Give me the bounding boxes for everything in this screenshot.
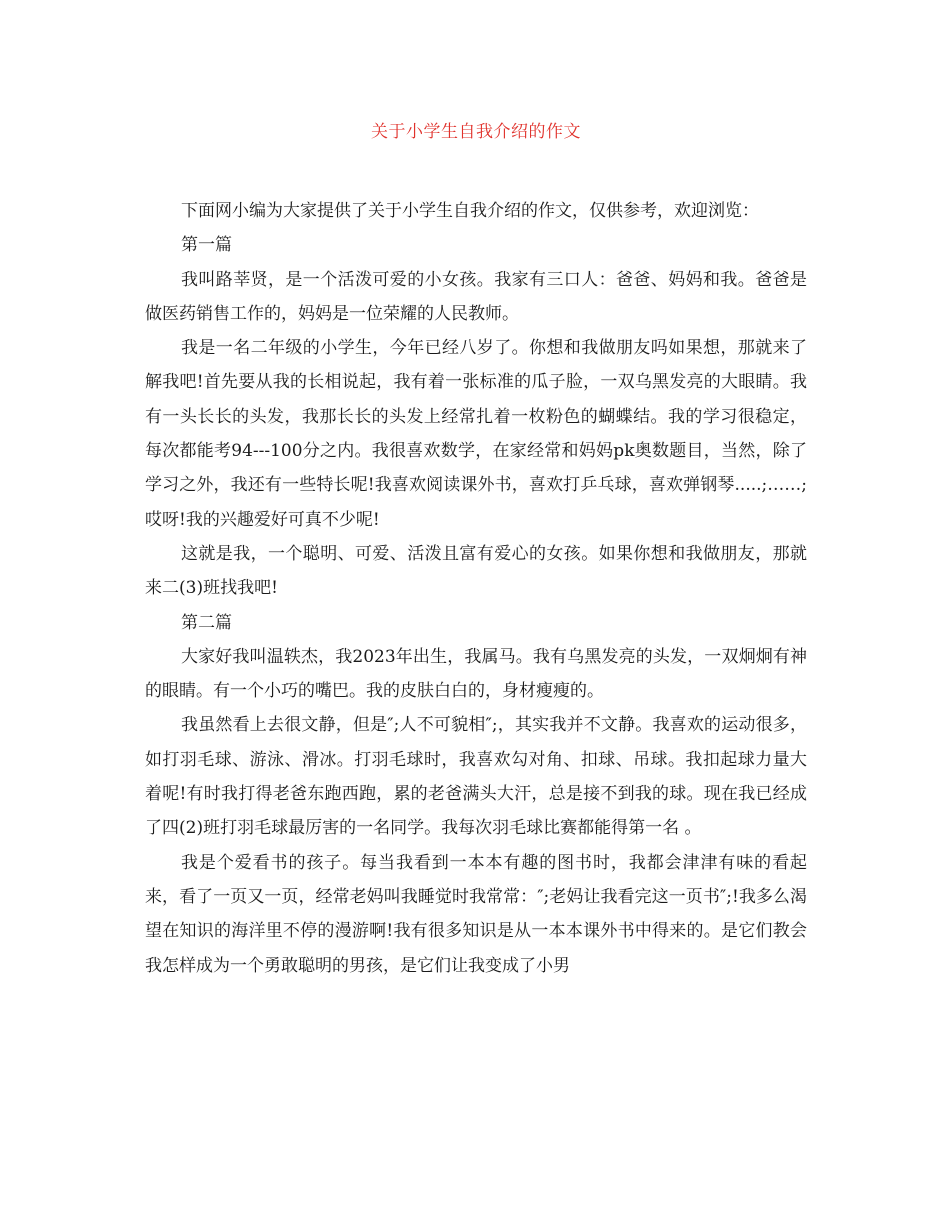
paragraph: 这就是我，一个聪明、可爱、活泼且富有爱心的女孩。如果你想和我做朋友，那就来二(3)班找我吧! — [145, 543, 807, 599]
paragraph: 我虽然看上去很文静，但是″;人不可貌相″;，其实我并不文静。我喜欢的运动很多，如打羽毛球、游泳、滑冰。打羽毛球时，我喜欢勾对角、扣球、吊球。我扣起球力量大着呢!有时我打得老爸东跑西跑，累的老爸满头大汗，总是接不到我的球。现在我已经成了四(2)班打羽毛球最厉害的一名同学。我每次羽毛球比赛都能得第一名 。 — [145, 715, 807, 839]
paragraph-intro: 下面网小编为大家提供了关于小学生自我介绍的作文，仅供参考，欢迎浏览： — [181, 201, 759, 221]
section-heading-2: 第二篇 — [181, 612, 232, 633]
paragraph: 大家好我叫温轶杰，我2023年出生，我属马。我有乌黑发亮的头发，一双炯炯有神的眼睛。有一个小巧的嘴巴。我的皮肤白白的，身材瘦瘦的。 — [145, 646, 807, 702]
paragraph: 我是一名二年级的小学生，今年已经八岁了。你想和我做朋友吗如果想，那就来了解我吧!首先要从我的长相说起，我有着一张标准的瓜子脸，一双乌黑发亮的大眼睛。我有一头长长的头发，我那长长的头发上经常扎着一枚粉色的蝴蝶结。我的学习很稳定，每次都能考94---100分之内。我很喜欢数学，在家经常和妈妈pk奥数题目，当然，除了学习之外，我还有一些特长呢!我喜欢阅读课外书，喜欢打乒乓球，喜欢弹钢琴.....;……;哎呀!我的兴趣爱好可真不少呢! — [145, 338, 807, 530]
section-heading-1: 第一篇 — [181, 235, 232, 256]
document-body — [145, 194, 807, 983]
paragraph: 我叫路莘贤，是一个活泼可爱的小女孩。我家有三口人：爸爸、妈妈和我。爸爸是做医药销售工作的，妈妈是一位荣耀的人民教师。 — [145, 269, 807, 324]
paragraph: 我是个爱看书的孩子。每当我看到一本本有趣的图书时，我都会津津有味的看起来，看了一页又一页，经常老妈叫我睡觉时我常常：″;老妈让我看完这一页书″;!我多么渴望在知识的海洋里不停的漫游啊!我有很多知识是从一本本课外书中得来的。是它们教会我怎样成为一个勇敢聪明的男孩，是它们让我变成了小男 — [145, 852, 807, 976]
document-title: 关于小学生自我介绍的作文 — [371, 122, 581, 142]
